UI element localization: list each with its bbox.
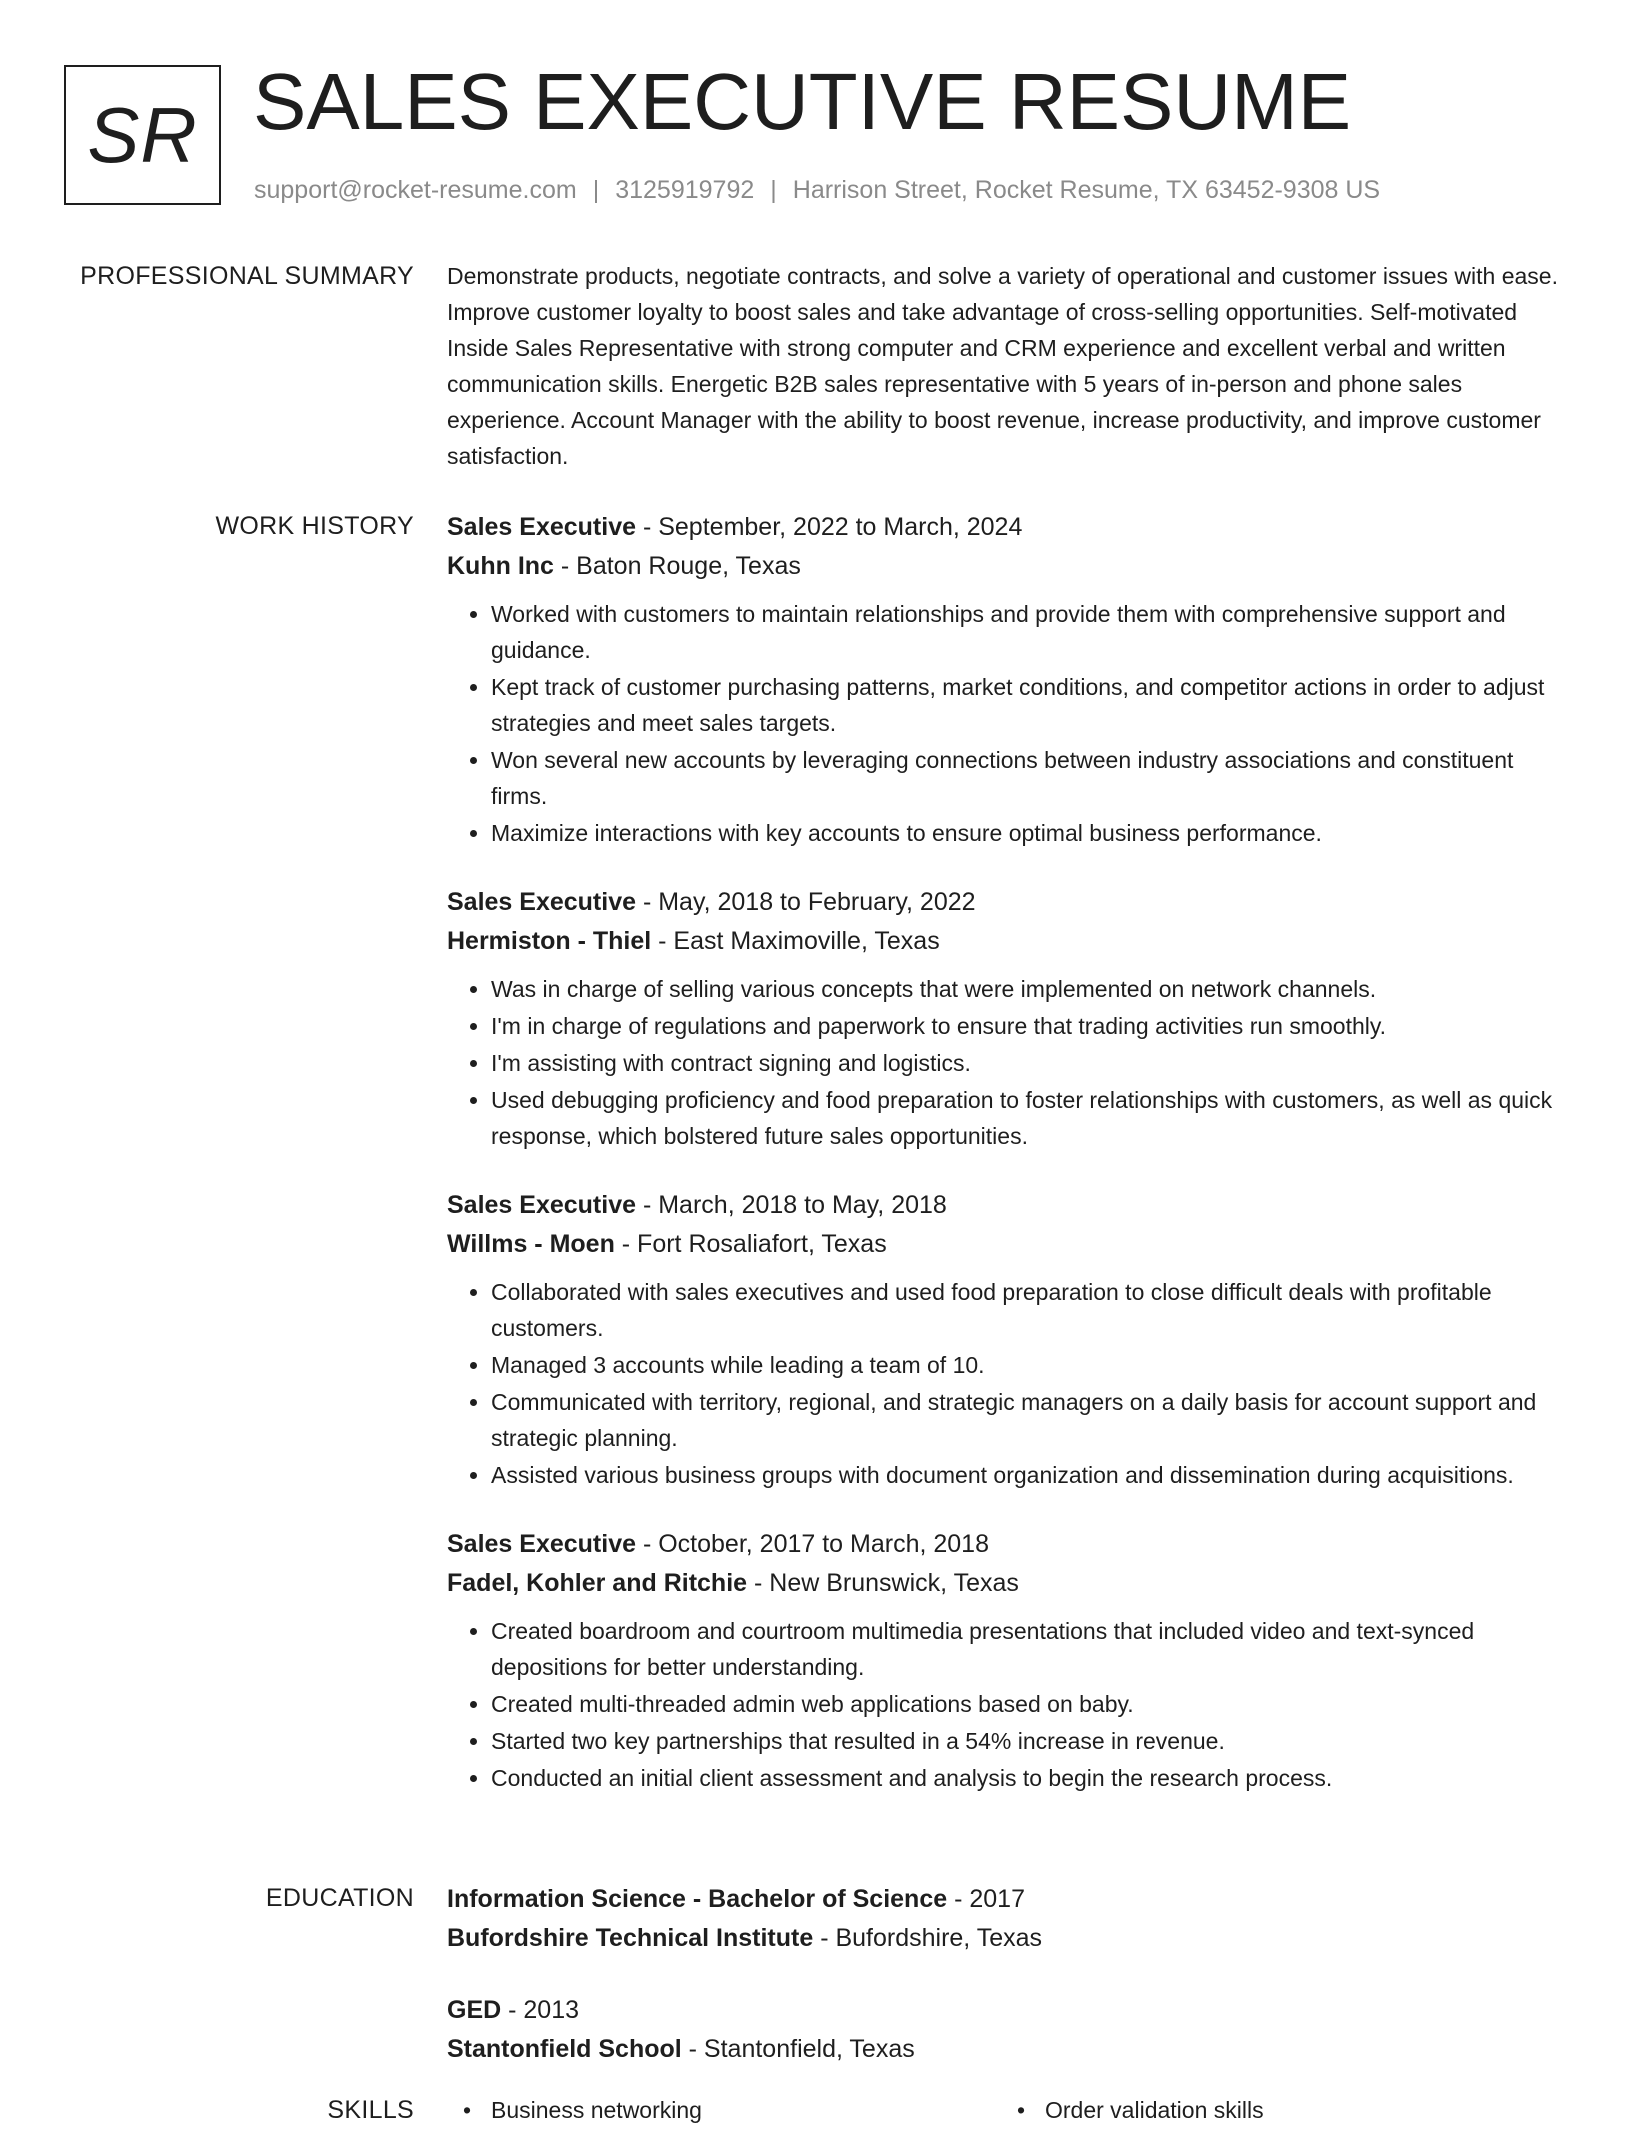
monogram-logo: SR — [64, 65, 221, 205]
education-school-line — [447, 1919, 1567, 1958]
job-entry — [447, 1186, 1567, 1493]
job-bullet: • Maximize interactions with key accounts to ensure optimal business performance. — [491, 815, 1567, 851]
education-degree-line — [447, 1880, 1567, 1919]
job-bullets — [447, 1274, 1567, 1493]
job-bullet: • Assisted various business groups with document organization and dissemination during acquisitions. — [491, 1457, 1567, 1493]
summary-text: Demonstrate products, negotiate contracts, and solve a variety of operational and customer issues with ease. Improve customer loyalty to boost sales and take advantage of cross-selling opportunities. Self-motivated Inside Sales Representative with strong computer and CRM experience and excellent verbal and written communication skills. Energetic B2B sales representative with 5 years of in-person and phone sales experience. Account Manager with the ability to boost revenue, increase productivity, and improve customer satisfaction. — [447, 263, 1558, 469]
education-degree: GED — [447, 1996, 502, 2024]
job-bullet: • Worked with customers to maintain relationships and provide them with comprehensive support and guidance. — [491, 596, 1567, 668]
job-title: Sales Executive — [447, 1191, 637, 1219]
job-title: Sales Executive — [447, 1530, 637, 1558]
education-year: - 2017 — [947, 1885, 1025, 1913]
job-bullet: • Collaborated with sales executives and used food preparation to close difficult deals with profitable customers. — [491, 1274, 1567, 1346]
job-bullet: • Kept track of customer purchasing patterns, market conditions, and competitor actions in order to adjust strategies and meet sales targets. — [491, 669, 1567, 741]
job-dates: - October, 2017 to March, 2018 — [636, 1530, 989, 1558]
education-degree-line — [447, 1991, 1567, 2030]
job-company: Kuhn Inc — [447, 552, 554, 580]
education-school: Bufordshire Technical Institute — [447, 1924, 814, 1952]
job-company-line — [447, 1564, 1567, 1603]
section-heading: PROFESSIONAL SUMMARY — [80, 262, 414, 290]
job-location: - East Maximoville, Texas — [651, 927, 940, 955]
section-heading: SKILLS — [327, 2096, 414, 2124]
resume-title: SALES EXECUTIVE RESUME — [253, 57, 1352, 146]
education-location: - Stantonfield, Texas — [681, 2035, 915, 2063]
education-school: Stantonfield School — [447, 2035, 682, 2063]
job-bullet: • Won several new accounts by leveraging connections between industry associations and constituent firms. — [491, 742, 1567, 814]
contact-phone[interactable]: 3125919792 — [615, 176, 755, 204]
skill-item: • Order validation skills — [1001, 2092, 1264, 2128]
job-company-line — [447, 922, 1567, 961]
job-bullet: • Communicated with territory, regional, and strategic managers on a daily basis for account support and strategic planning. — [491, 1384, 1567, 1456]
job-company: Fadel, Kohler and Ritchie — [447, 1569, 748, 1597]
education-degree: Information Science - Bachelor of Science — [447, 1885, 948, 1913]
job-title: Sales Executive — [447, 888, 637, 916]
job-title-line — [447, 883, 1567, 922]
job-location: - Fort Rosaliafort, Texas — [614, 1230, 887, 1258]
job-title-line — [447, 508, 1567, 547]
education-entry — [447, 1880, 1567, 1958]
job-dates: - March, 2018 to May, 2018 — [636, 1191, 947, 1219]
job-bullet: • I'm in charge of regulations and paperwork to ensure that trading activities run smoothly. — [491, 1008, 1567, 1044]
education-location: - Bufordshire, Texas — [813, 1924, 1043, 1952]
education-entry — [447, 1991, 1567, 2069]
contact-line — [254, 174, 1380, 206]
job-bullets — [447, 971, 1567, 1154]
job-bullet: • Managed 3 accounts while leading a team of 10. — [491, 1347, 1567, 1383]
contact-separator: | — [592, 176, 600, 204]
job-title-line — [447, 1525, 1567, 1564]
job-entry — [447, 508, 1567, 851]
education-year: - 2013 — [501, 1996, 580, 2024]
job-bullet: • Conducted an initial client assessment and analysis to begin the research process. — [491, 1760, 1567, 1796]
job-bullet: • Started two key partnerships that resulted in a 54% increase in revenue. — [491, 1723, 1567, 1759]
job-bullet: • Was in charge of selling various concepts that were implemented on network channels. — [491, 971, 1567, 1007]
contact-address: Harrison Street, Rocket Resume, TX 63452-9308 US — [792, 176, 1381, 204]
job-bullets — [447, 1613, 1567, 1796]
job-company: Willms - Moen — [447, 1230, 615, 1258]
job-bullet: • Created multi-threaded admin web applications based on baby. — [491, 1686, 1567, 1722]
skills-section — [0, 2092, 1632, 2132]
job-title-line — [447, 1186, 1567, 1225]
education-school-line — [447, 2030, 1567, 2069]
job-company-line — [447, 1225, 1567, 1264]
job-location: - New Brunswick, Texas — [747, 1569, 1019, 1597]
job-dates: - May, 2018 to February, 2022 — [636, 888, 976, 916]
job-company-line — [447, 547, 1567, 586]
section-heading: WORK HISTORY — [215, 512, 414, 540]
job-bullets — [447, 596, 1567, 851]
job-bullet: • Created boardroom and courtroom multimedia presentations that included video and text-synced depositions for better understanding. — [491, 1613, 1567, 1685]
job-entry — [447, 883, 1567, 1154]
contact-separator: | — [770, 176, 777, 204]
job-company: Hermiston - Thiel — [447, 927, 652, 955]
job-location: - Baton Rouge, Texas — [553, 552, 801, 580]
contact-email[interactable]: support@rocket-resume.com — [254, 176, 577, 204]
job-entry — [447, 1525, 1567, 1796]
job-title: Sales Executive — [447, 513, 637, 541]
skill-item: • Business networking — [447, 2092, 702, 2128]
job-bullet: • Used debugging proficiency and food preparation to foster relationships with customers, as well as quick response, which bolstered future sales opportunities. — [491, 1082, 1567, 1154]
job-bullet: • I'm assisting with contract signing and logistics. — [491, 1045, 1567, 1081]
section-heading: EDUCATION — [265, 1884, 414, 1912]
job-dates: - September, 2022 to March, 2024 — [636, 513, 1023, 541]
